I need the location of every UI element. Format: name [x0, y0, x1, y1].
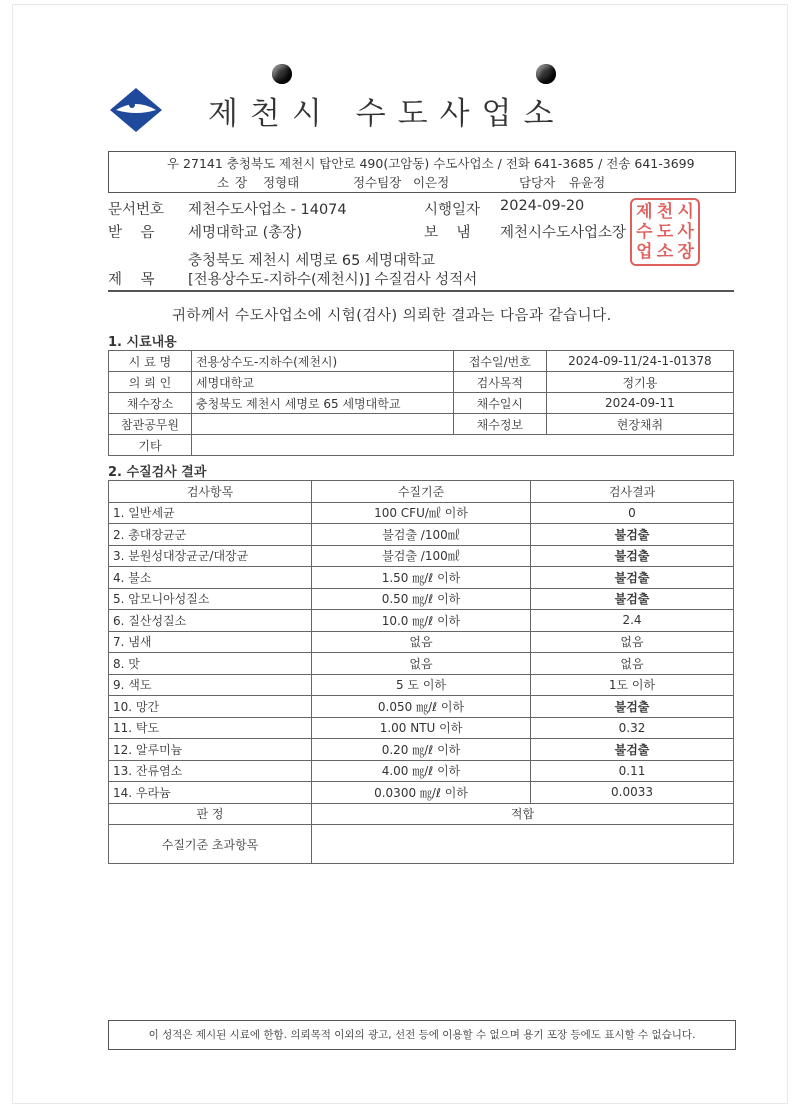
- judgement-row: 판 정 적합: [109, 803, 734, 825]
- cell-res: 0.11: [531, 760, 734, 782]
- cell-item: 4. 불소: [109, 567, 312, 589]
- cell-item: 5. 암모니아성질소: [109, 588, 312, 610]
- cell-res: 불검출: [531, 545, 734, 567]
- section2-title: 2. 수질검사 결과: [108, 465, 207, 480]
- cell-res: 0.0033: [531, 782, 734, 804]
- cell-item: 2. 총대장균군: [109, 524, 312, 546]
- table-row: 기타: [109, 435, 734, 456]
- cell-item: 10. 망간: [109, 696, 312, 718]
- cell-std: 100 CFU/㎖ 이하: [312, 502, 531, 524]
- doc-no-label: 문서번호: [108, 202, 165, 218]
- staff-name: 유윤정: [568, 175, 606, 190]
- cell-res: 불검출: [531, 567, 734, 589]
- cell-res: 0: [531, 502, 734, 524]
- cell-item: 1. 일반세균: [109, 502, 312, 524]
- sample-info-table: [108, 350, 734, 456]
- table-row: [109, 696, 734, 718]
- cell-item: 9. 색도: [109, 674, 312, 696]
- cell-std: 없음: [312, 653, 531, 675]
- cell-item: 13. 잔류염소: [109, 760, 312, 782]
- table-row: [109, 631, 734, 653]
- cell-item: 12. 알루미늄: [109, 739, 312, 761]
- subject-label: 제 목: [108, 272, 155, 288]
- cell-std: 1.00 NTU 이하: [312, 717, 531, 739]
- cell-res: 불검출: [531, 524, 734, 546]
- staff-role: 소 장: [217, 175, 248, 190]
- table-row: [109, 674, 734, 696]
- org-title: 제천시 수도사업소: [208, 96, 566, 132]
- cell-item: 7. 냄새: [109, 631, 312, 653]
- cell-item: 6. 질산성질소: [109, 610, 312, 632]
- document-page: [12, 4, 788, 1104]
- staff-role: 담당자: [518, 175, 556, 190]
- cell-item: 11. 탁도: [109, 717, 312, 739]
- doc-no: 제천수도사업소 - 14074: [188, 202, 347, 218]
- cell-item: 8. 맛: [109, 653, 312, 675]
- table-row: [109, 717, 734, 739]
- cell-item: 14. 우라늄: [109, 782, 312, 804]
- table-row: [109, 567, 734, 589]
- cell-std: 4.00 ㎎/ℓ 이하: [312, 760, 531, 782]
- cell-std: 불검출 /100㎖: [312, 545, 531, 567]
- exceed-row: 수질기준 초과항목: [109, 825, 734, 864]
- cell-res: 불검출: [531, 739, 734, 761]
- staff-name: 이은정: [412, 175, 450, 190]
- table-row: [109, 588, 734, 610]
- section1-title: 1. 시료내용: [108, 335, 177, 350]
- intro-text: 귀하께서 수도사업소에 시험(검사) 의뢰한 결과는 다음과 같습니다.: [172, 308, 612, 324]
- cell-item: 3. 분원성대장균군/대장균: [109, 545, 312, 567]
- cell-res: 0.32: [531, 717, 734, 739]
- recipient-address: 충청북도 제천시 세명로 65 세명대학교: [188, 253, 435, 269]
- cell-std: 10.0 ㎎/ℓ 이하: [312, 610, 531, 632]
- table-row: [109, 610, 734, 632]
- date: 2024-09-20: [500, 198, 585, 214]
- cell-res: 불검출: [531, 696, 734, 718]
- table-row: [109, 524, 734, 546]
- table-row: [109, 545, 734, 567]
- table-row: [109, 653, 734, 675]
- cell-res: 1도 이하: [531, 674, 734, 696]
- binder-hole-right: [536, 64, 556, 84]
- sender-label: 보 냄: [424, 225, 471, 241]
- cell-std: 0.20 ㎎/ℓ 이하: [312, 739, 531, 761]
- binder-hole-left: [272, 64, 292, 84]
- address-box: [108, 151, 736, 193]
- table-row: [109, 502, 734, 524]
- staff-name: 정형태: [262, 175, 300, 190]
- sender: 제천시수도사업소장: [500, 225, 627, 241]
- table-row: 시 료 명 전용상수도-지하수(제천시) 접수일/번호 2024-09-11/24-1-01378: [109, 351, 734, 372]
- cell-std: 1.50 ㎎/ℓ 이하: [312, 567, 531, 589]
- cell-std: 0.50 ㎎/ℓ 이하: [312, 588, 531, 610]
- cell-res: 없음: [531, 631, 734, 653]
- official-seal: 제 천 시 수 도 사 업 소 장: [630, 198, 700, 266]
- table-row: 채수장소 충청북도 제천시 세명로 65 세명대학교 채수일시 2024-09-11: [109, 393, 734, 414]
- address-line: 우 27141 충청북도 제천시 탑안로 490(고암동) 수도사업소 / 전화 641-3685 / 전송 641-3699: [167, 156, 695, 171]
- recipient-label: 받 음: [108, 225, 155, 241]
- recipient: 세명대학교 (총장): [188, 225, 302, 241]
- divider: [108, 290, 734, 292]
- table-row: [109, 782, 734, 804]
- cell-std: 없음: [312, 631, 531, 653]
- staff-line: [217, 173, 605, 191]
- table-row: 의 뢰 인 세명대학교 검사목적 정기용: [109, 372, 734, 393]
- cell-std: 0.050 ㎎/ℓ 이하: [312, 696, 531, 718]
- subject: [전용상수도-지하수(제천시)] 수질검사 성적서: [188, 272, 478, 288]
- table-row: [109, 760, 734, 782]
- cell-std: 불검출 /100㎖: [312, 524, 531, 546]
- cell-res: 없음: [531, 653, 734, 675]
- cell-res: 2.4: [531, 610, 734, 632]
- table-row: 참관공무원 채수정보 현장채취: [109, 414, 734, 435]
- cell-std: 5 도 이하: [312, 674, 531, 696]
- date-label: 시행일자: [424, 202, 481, 218]
- staff-role: 정수팀장: [352, 175, 402, 190]
- footer-note: 이 성적은 제시된 시료에 한함. 의뢰목적 이외의 광고, 선전 등에 이용할 수 없으며 용기 포장 등에도 표시할 수 없습니다.: [108, 1020, 736, 1050]
- cell-std: 0.0300 ㎎/ℓ 이하: [312, 782, 531, 804]
- water-quality-table: [108, 480, 734, 864]
- table-header: 검사항목 수질기준 검사결과: [109, 481, 734, 503]
- table-row: [109, 739, 734, 761]
- cell-res: 불검출: [531, 588, 734, 610]
- jecheon-logo-icon: [108, 86, 164, 134]
